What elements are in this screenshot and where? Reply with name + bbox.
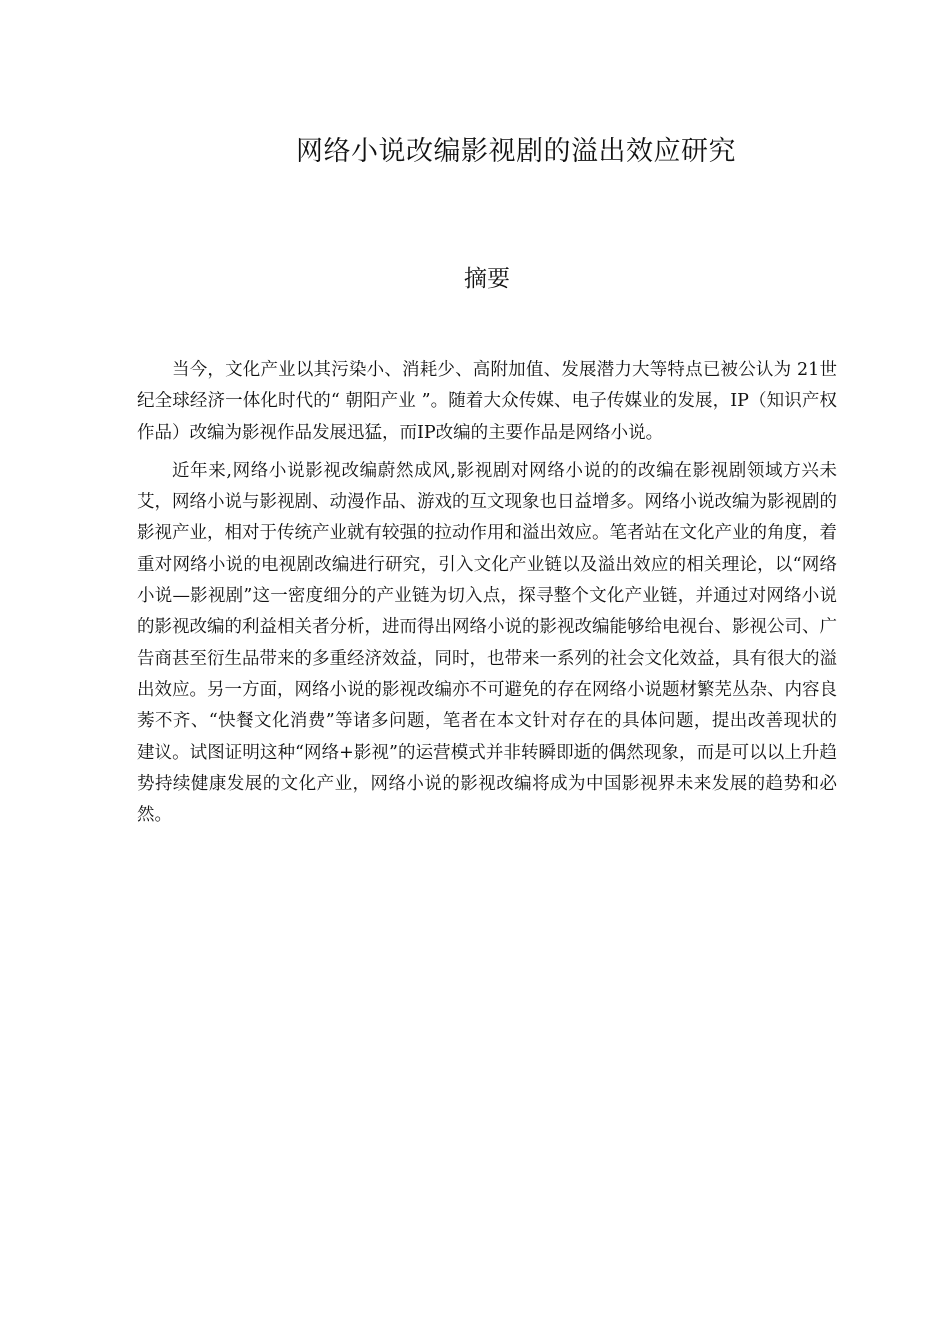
abstract-paragraph-2: 近年来,网络小说影视改编蔚然成风,影视剧对网络小说的的改编在影视剧领域方兴未艾，网络小说与影视剧、动漫作品、游戏的互文现象也日益增多。网络小说改编为影视剧的影视产业，相对于传统产业就有较强的拉动作用和溢出效应。笔者站在文化产业的角度，着重对网络小说的电视剧改编进行研究，引入文化产业链以及溢出效应的相关理论，以“网络小说—影视剧”这一密度细分的产业链为切入点，探寻整个文化产业链，并通过对网络小说的影视改编的利益相关者分析，进而得出网络小说的影视改编能够给电视台、影视公司、广告商甚至衍生品带来的多重经济效益，同时，也带来一系列的社会文化效益，具有很大的溢出效应。另一方面，网络小说的影视改编亦不可避免的存在网络小说题材繁芜丛杂、内容良莠不齐、“快餐文化消费”等诸多问题，笔者在本文针对存在的具体问题，提出改善现状的建议。试图证明这种“网络+影视”的运营模式并非转瞬即逝的偶然现象，而是可以以上升趋势持续健康发展的文化产业，网络小说的影视改编将成为中国影视界未来发展的趋势和必然。 <box>137 460 837 826</box>
abstract-body <box>137 355 837 838</box>
abstract-paragraph-1: 当今，文化产业以其污染小、消耗少、高附加值、发展潜力大等特点已被公认为 21世纪全球经济一体化时代的“ 朝阳产业 ”。随着大众传媒、电子传媒业的发展，IP（知识产权作品）改编为影视作品发展迅猛，而IP改编的主要作品是网络小说。 <box>137 360 837 443</box>
abstract-heading: 摘要 <box>464 266 510 292</box>
document-title: 网络小说改编影视剧的溢出效应研究 <box>296 136 736 167</box>
